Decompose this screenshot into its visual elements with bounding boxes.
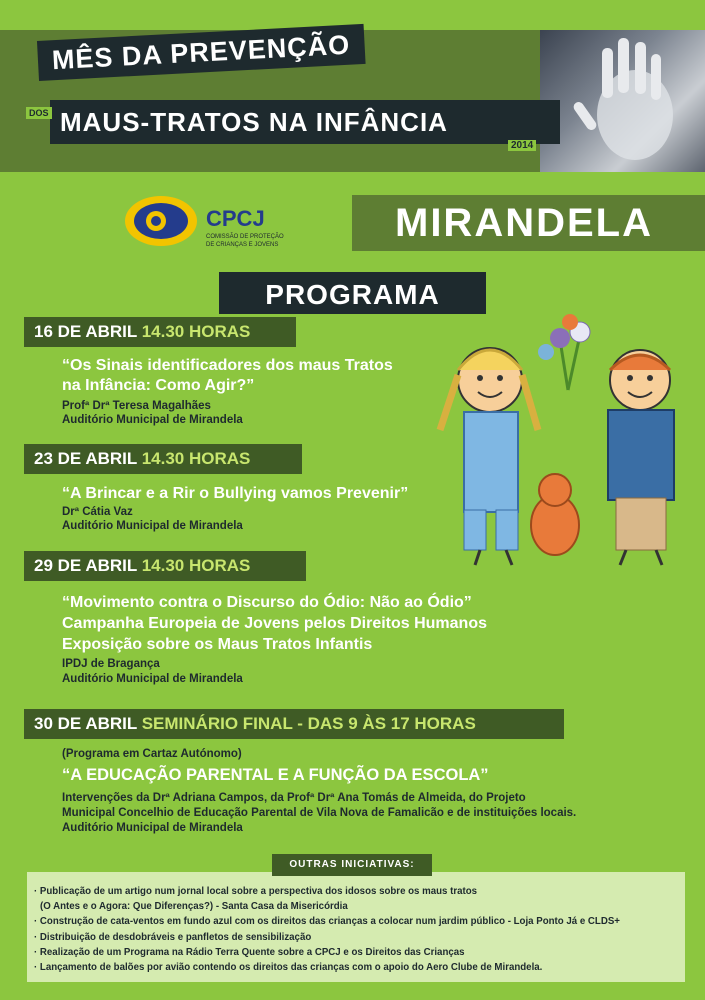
cpcj-logo-icon xyxy=(124,195,199,247)
session-speakers: Municipal Concelhio de Educação Parental de Vila Nova de Famalicão e de instituições locais. xyxy=(62,807,577,819)
session-title: “Os Sinais identificadores dos maus Tratos xyxy=(62,357,393,374)
session-speakers: Intervenções da Drª Adriana Campos, da Profª Drª Ana Tomás de Almeida, do Projeto xyxy=(62,792,526,804)
session-venue: Auditório Municipal de Mirandela xyxy=(62,673,243,685)
programa-heading: PROGRAMA xyxy=(219,272,486,314)
dog-icon xyxy=(531,474,579,555)
session-date-bar xyxy=(24,551,306,581)
list-item: · Realização de um Programa na Rádio Terra Quente sobre a CPCJ e os Direitos das Crianças xyxy=(34,947,465,958)
title-line-1: MÊS DA PREVENÇÃO xyxy=(37,24,365,81)
session-date-bar xyxy=(24,317,296,347)
boy-figure-icon xyxy=(608,350,674,565)
town-name: MIRANDELA xyxy=(395,201,653,245)
session-date-bar xyxy=(24,444,302,474)
session-date: 23 DE ABRIL xyxy=(34,449,137,468)
session-time: 14.30 HORAS xyxy=(141,322,251,341)
children-drawing xyxy=(420,310,705,570)
session-venue: Auditório Municipal de Mirandela xyxy=(62,414,243,426)
session-time: SEMINÁRIO FINAL - DAS 9 ÀS 17 HORAS xyxy=(141,714,476,733)
title-dos: DOS xyxy=(26,107,52,119)
session-time: 14.30 HORAS xyxy=(141,449,251,468)
session-note: (Programa em Cartaz Autónomo) xyxy=(62,748,242,760)
logo-subtitle-1: COMISSÃO DE PROTEÇÃO xyxy=(206,234,284,240)
hand-photo xyxy=(540,30,705,172)
list-item: · Lançamento de balões por avião contendo os direitos das crianças com o apoio do Aero Clube de Mirandela. xyxy=(34,962,543,973)
session-title: “A EDUCAÇÃO PARENTAL E A FUNÇÃO DA ESCOLA” xyxy=(62,766,489,784)
logo-name: CPCJ xyxy=(206,206,265,231)
session-time: 14.30 HORAS xyxy=(141,556,251,575)
session-date: 16 DE ABRIL xyxy=(34,322,137,341)
session-title: “Movimento contra o Discurso do Ódio: Não ao Ódio” xyxy=(62,594,472,611)
session-speaker: Profª Drª Teresa Magalhães xyxy=(62,400,211,412)
session-venue: Auditório Municipal de Mirandela xyxy=(62,822,243,834)
list-item: · Construção de cata-ventos em fundo azul com os direitos das crianças a colocar num jardim público - Loja Ponto Já e CLDS+ xyxy=(34,916,620,927)
session-venue: Auditório Municipal de Mirandela xyxy=(62,520,243,532)
title-line-2: MAUS-TRATOS NA INFÂNCIA xyxy=(50,100,560,144)
list-item: · Distribuição de desdobráveis e panfletos de sensibilização xyxy=(34,932,312,943)
session-title: Campanha Europeia de Jovens pelos Direitos Humanos xyxy=(62,615,487,632)
title-year: 2014 xyxy=(508,140,536,151)
hand-icon xyxy=(540,30,705,172)
flowers-icon xyxy=(538,314,590,390)
session-title: Exposição sobre os Maus Tratos Infantis xyxy=(62,636,373,653)
logo-subtitle-2: DE CRIANÇAS E JOVENS xyxy=(206,242,279,248)
outras-iniciativas-heading: OUTRAS INICIATIVAS: xyxy=(272,854,432,876)
session-speaker: Drª Cátia Vaz xyxy=(62,506,133,518)
session-date: 30 DE ABRIL xyxy=(34,714,137,733)
session-date: 29 DE ABRIL xyxy=(34,556,137,575)
list-item: · Publicação de um artigo num jornal local sobre a perspectiva dos idosos sobre os maus tratos xyxy=(34,886,478,897)
session-title: “A Brincar e a Rir o Bullying vamos Prevenir” xyxy=(62,485,409,502)
session-date-bar xyxy=(24,709,564,739)
list-item: (O Antes e o Agora: Que Diferenças?) - Santa Casa da Misericórdia xyxy=(40,901,348,912)
session-speaker: IPDJ de Bragança xyxy=(62,658,160,670)
girl-figure-icon xyxy=(440,348,538,565)
session-title: na Infância: Como Agir?” xyxy=(62,377,255,394)
